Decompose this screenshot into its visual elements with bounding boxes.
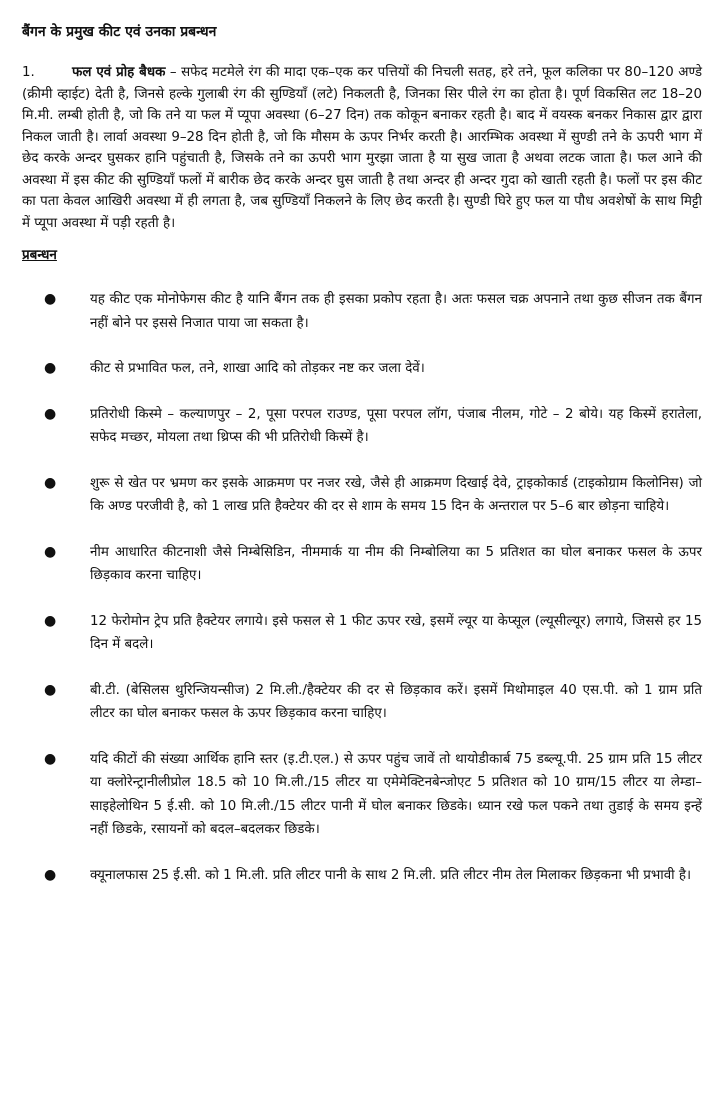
section-body: – सफेद मटमेले रंग की मादा एक–एक कर पत्तियों की निचली सतह, हरे तने, फूल कलिका पर 80–120 अण्डे (क्रीमी व्हाईट) देती है, जिनसे हल्के गुलाबी रंग की सुण्डियाँ (लटे) निकलती है, जिनका सिर पीले रंग का होता है। पूर्ण विकसित लट 18–20 मि.मी. लम्बी होती है, जो कि तने या फल में प्यूपा अवस्था (6–27 दिन) तक कोकून बनाकर रहती है। बाद में वयस्क बनकर निकास द्वार द्वारा निकल जाती है। लार्वा अवस्था 9–28 दिन होती है, जो कि मौसम के ऊपर निर्भर करती है। आरम्भिक अवस्था में सुण्डी तने के ऊपरी भाग में छेद करके अन्दर घुसकर हानि पहुंचाती है, जिसके तने का ऊपरी भाग मुरझा जाता है या सुख जाता है अथवा लटक जाता है। फल आने की अवस्था में इस कीट की सुण्डियाँ फलों में बारीक छेद करके अन्दर घुस जाती है तथा अन्दर ही अन्दर गुदा को खाती रहती है। फलों पर इस कीट का पता केवल आखिरी अवस्था में ही लगता है, जब सुण्डियाँ निकलने के लिए छेद करती है। सुण्डी घिरे हुए फल या पौध अवशेषों के साथ मिट्टी में प्यूपा अवस्था में पड़ी रहती है। [22, 65, 702, 231]
list-item-text: यह कीट एक मोनोफेगस कीट है यानि बैंगन तक ही इसका प्रकोप रहता है। अतः फसल चक्र अपनाने तथा कुछ सीजन तक बैंगन नहीं बोने पर इससे निजात पाया जा सकता है। [90, 292, 702, 331]
list-item [22, 403, 702, 450]
list-item [22, 288, 702, 335]
list-item [22, 472, 702, 519]
list-item-text: प्रतिरोधी किस्मे – कल्याणपुर – 2, पूसा परपल राउण्ड, पूसा परपल लॉग, पंजाब नीलम, गोटे – 2 बोये। यह किस्में हरातेला, सफेद मच्छर, मोयला तथा थ्रिप्स की भी प्रतिरोधी किस्में है। [90, 406, 702, 445]
list-item-text: नीम आधारित कीटनाशी जैसे निम्बेसिडिन, नीममार्क या नीम की निम्बोलिया का 5 प्रतिशत का घोल बनाकर फसल के ऊपर छिड़काव करना चाहिए। [90, 544, 702, 583]
bullet-icon: ● [44, 291, 57, 307]
list-item-text: कीट से प्रभावित फल, तने, शाखा आदि को तोड़कर नष्ट कर जला देवें। [90, 361, 425, 376]
bullet-icon: ● [44, 612, 57, 629]
pest-description [22, 62, 702, 234]
bullet-icon: ● [44, 750, 57, 767]
bullet-icon: ● [44, 405, 57, 422]
list-item-text: यदि कीटों की संख्या आर्थिक हानि स्तर (इ.टी.एल.) से ऊपर पहुंच जावें तो थायोडीकार्ब 75 डब्ल्यू.पी. 25 ग्राम प्रति 15 लीटर या क्लोरेन्ट्रानीलीप्रोल 18.5 को 10 मि.ली./15 लीटर या एमेमेक्टिनबेन्जोएट 5 प्रतिशत को 10 ग्राम/15 लीटर या लेम्डा–साइहेलोथिन 5 ई.सी. को 10 मि.ली./15 लीटर पानी में घोल बनाकर छिडके। ध्यान रखे फल पकने तथा तुडाई के समय इन्हें नहीं छिडके, रसायनों को बदल–बदलकर छिडके। [90, 751, 702, 837]
list-item [22, 864, 702, 888]
list-item-text: बी.टी. (बेसिलस थुरिन्जियन्सीज) 2 मि.ली./हैक्टेयर की दर से छिड़काव करें। इसमें मिथोमाइल 40 एस.पी. को 1 ग्राम प्रति लीटर का घोल बनाकर फसल के ऊपर छिड़काव करना चाहिए। [90, 682, 702, 721]
bullet-icon: ● [44, 866, 57, 883]
list-item-text: शुरू से खेत पर भ्रमण कर इसके आक्रमण पर नजर रखे, जैसे ही आक्रमण दिखाई देवे, ट्राइकोकार्ड (टाइकोग्राम किलोनिस) जो कि अण्ड परजीवी है, को 1 लाख प्रति हैक्टेयर की दर से शाम के समय 15 दिन के अन्तराल पर 5–6 बार छोड़ना चाहिये। [90, 475, 702, 514]
page-title: बैंगन के प्रमुख कीट एवं उनका प्रबन्धन [22, 24, 217, 40]
list-item-text: 12 फेरोमोन ट्रेप प्रति हैक्टेयर लगाये। इसे फसल से 1 फीट ऊपर रखे, इसमें ल्यूर या केप्सूल (ल्यूसील्यूर) लगाये, जिससे हर 15 दिन में बदले। [90, 613, 702, 652]
list-item [22, 748, 702, 842]
bullet-icon: ● [44, 474, 57, 491]
bullet-icon: ● [44, 681, 57, 698]
list-item [22, 610, 702, 657]
management-list [22, 288, 702, 887]
list-item [22, 357, 702, 381]
section-heading: फल एवं प्रोह बैधक [72, 65, 166, 80]
bullet-icon: ● [44, 543, 57, 560]
management-heading: प्रबन्धन [22, 247, 57, 263]
list-item [22, 679, 702, 726]
section-number: 1. [22, 65, 35, 80]
list-item [22, 541, 702, 588]
bullet-icon: ● [44, 360, 57, 376]
list-item-text: क्यूनालफास 25 ई.सी. को 1 मि.ली. प्रति लीटर पानी के साथ 2 मि.ली. प्रति लीटर नीम तेल मिलाकर छिड़कना भी प्रभावी है। [90, 867, 692, 883]
